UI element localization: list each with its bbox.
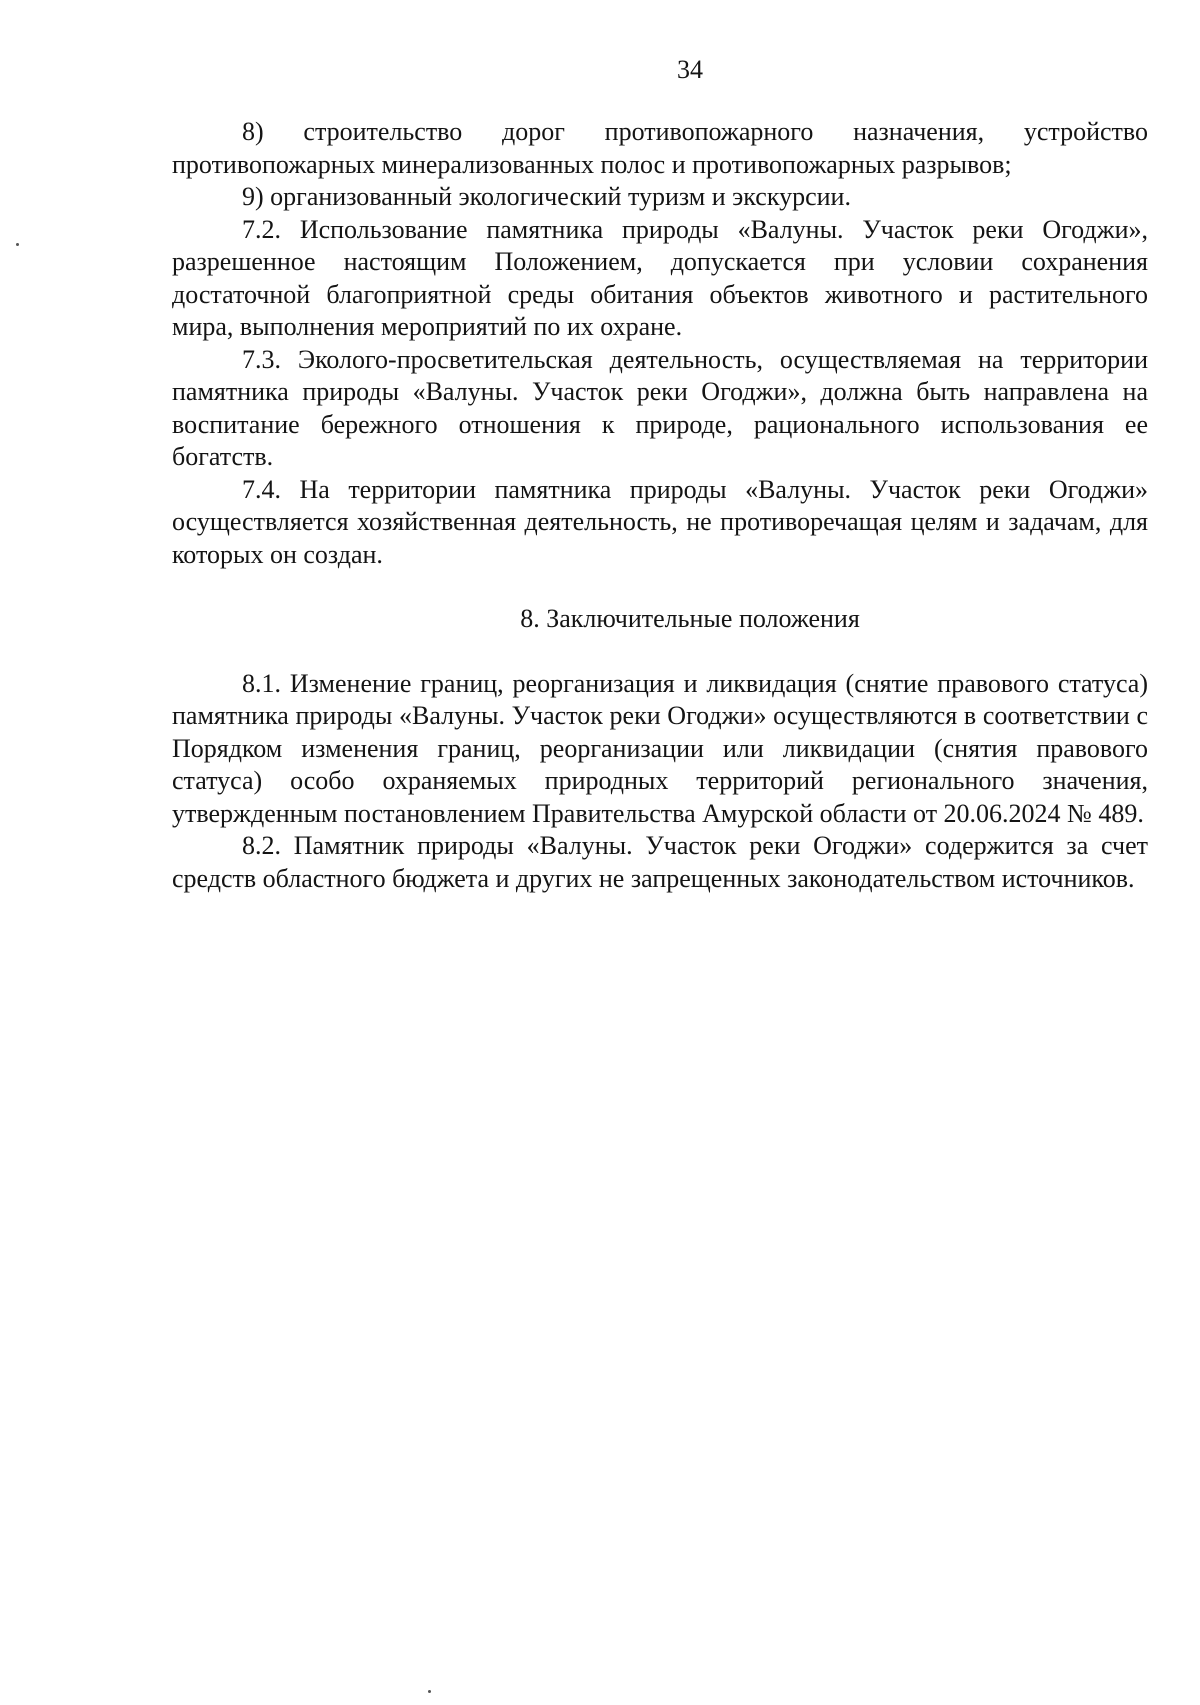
paragraph-item-8: 8) строительство дорог противопожарного назначения, устройство противопожарных минерализованных полос и противопожарных разрывов; — [172, 117, 1148, 179]
scan-speck — [16, 243, 19, 246]
scan-speck — [428, 1690, 431, 1693]
paragraph-7-2: 7.2. Использование памятника природы «Валуны. Участок реки Огоджи», разрешенное настоящим Положением, допускается при условии сохранения достаточной благоприятной среды обитания объектов животного и растительного мира, выполнения мероприятий по их охране. — [172, 214, 1148, 341]
paragraph-7-4: 7.4. На территории памятника природы «Валуны. Участок реки Огоджи» осуществляется хозяйственная деятельность, не противоречащая целям и задачам, для которых он создан. — [172, 474, 1148, 569]
paragraph-item-9: 9) организованный экологический туризм и экскурсии. — [242, 182, 851, 211]
paragraph-8-1: 8.1. Изменение границ, реорганизация и ликвидация (снятие правового статуса) памятника природы «Валуны. Участок реки Огоджи» осуществляются в соответствии с Порядком изменения границ, реорганизации или ликвидации (снятия правового статуса) особо охраняемых природных территорий регионального значения, утвержденным постановлением Правительства Амурской области от 20.06.2024 № 489. — [172, 668, 1148, 828]
section-heading: 8. Заключительные положения — [520, 604, 860, 633]
paragraph-7-3: 7.3. Эколого-просветительская деятельность, осуществляемая на территории памятника природы «Валуны. Участок реки Огоджи», должна быть направлена на воспитание бережного отношения к природе, рационального использования ее богатств. — [172, 344, 1148, 471]
paragraph-8-2: 8.2. Памятник природы «Валуны. Участок реки Огоджи» содержится за счет средств областного бюджета и других не запрещенных законодательством источников. — [172, 831, 1148, 893]
page-number: 34 — [677, 55, 703, 84]
document-body — [172, 116, 1148, 895]
